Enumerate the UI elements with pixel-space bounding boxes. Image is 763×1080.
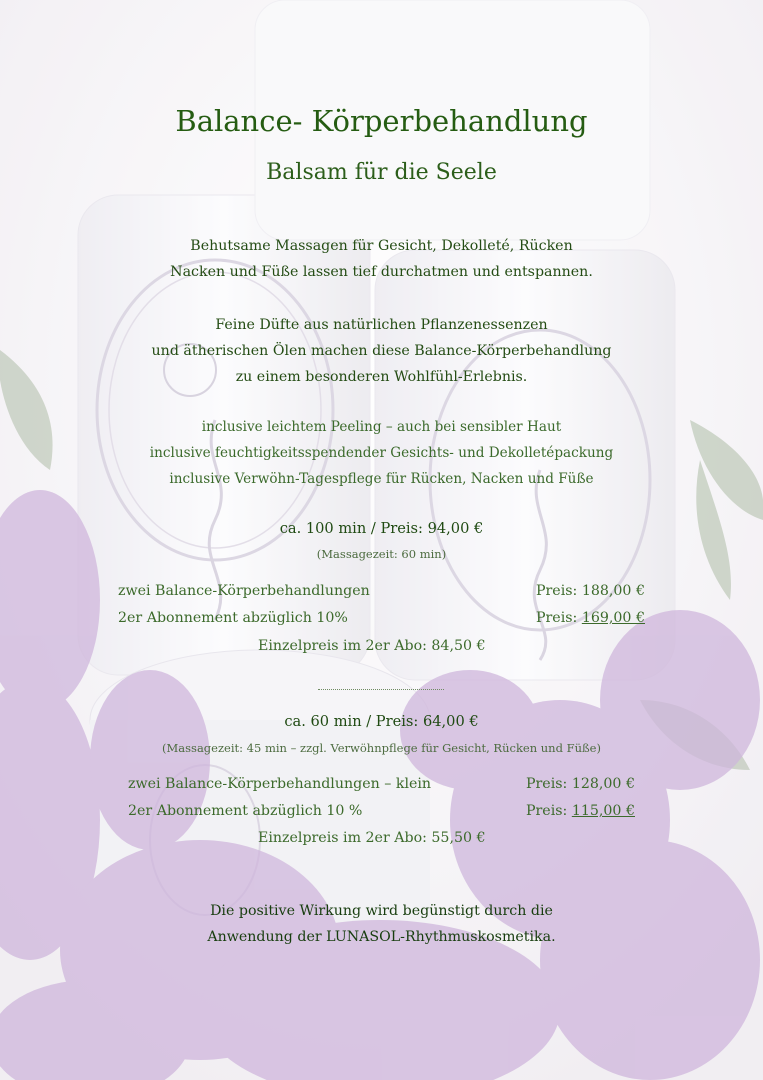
scent-line: zu einem besonderen Wohlfühl-Erlebnis. [235,369,528,385]
offer2-row2-label: 2er Abonnement abzüglich 10 % [128,803,363,819]
offer1-note: (Massagezeit: 60 min) [316,547,447,561]
footer-line: Anwendung der LUNASOL-Rhythmuskosmetika. [207,929,556,945]
offer2-row1-price: Preis: 128,00 € [525,776,635,792]
inclusion-item: inclusive leichtem Peeling – auch bei sensibler Haut [201,419,562,435]
price-prefix: Preis: [525,803,572,819]
scent-paragraph [0,312,763,390]
footer-note [0,898,763,950]
price-value: 169,00 € [581,610,645,626]
offer1-row2-label: 2er Abonnement abzüglich 10% [118,610,348,626]
inclusion-item: inclusive feuchtigkeitsspendender Gesichts- und Dekolletépackung [149,445,614,461]
intro-paragraph [0,233,763,285]
offer2-note: (Massagezeit: 45 min – zzgl. Verwöhnpflege für Gesicht, Rücken und Füße) [162,741,601,755]
offer1-row1-price: Preis: 188,00 € [535,583,645,599]
offer2-single-price: Einzelpreis im 2er Abo: 55,50 € [258,830,486,846]
price-value: 115,00 € [571,803,635,819]
dotted-divider [318,689,444,690]
offer2-row2-price [526,803,635,819]
inclusion-item: inclusive Verwöhn-Tagespflege für Rücken, Nacken und Füße [169,471,594,487]
offer2-row1-label: zwei Balance-Körperbehandlungen – klein [128,776,432,792]
intro-line: Behutsame Massagen für Gesicht, Dekolleté, Rücken [190,238,573,254]
offer1-row1-label: zwei Balance-Körperbehandlungen [118,583,370,599]
inclusions-list [0,414,763,492]
scent-line: und ätherischen Ölen machen diese Balance-Körperbehandlung [151,343,612,359]
intro-line: Nacken und Füße lassen tief durchatmen und entspannen. [170,264,593,280]
offer1-row2-price [536,610,645,626]
offer2-headline: ca. 60 min / Preis: 64,00 € [284,713,479,730]
offer1-single-price: Einzelpreis im 2er Abo: 84,50 € [258,638,486,654]
page-title: Balance- Körperbehandlung [175,104,588,138]
footer-line: Die positive Wirkung wird begünstigt durch die [210,903,553,919]
page-subtitle: Balsam für die Seele [266,160,497,185]
offer1-headline: ca. 100 min / Preis: 94,00 € [279,520,484,537]
price-prefix: Preis: [535,610,582,626]
scent-line: Feine Düfte aus natürlichen Pflanzenessenzen [215,317,548,333]
